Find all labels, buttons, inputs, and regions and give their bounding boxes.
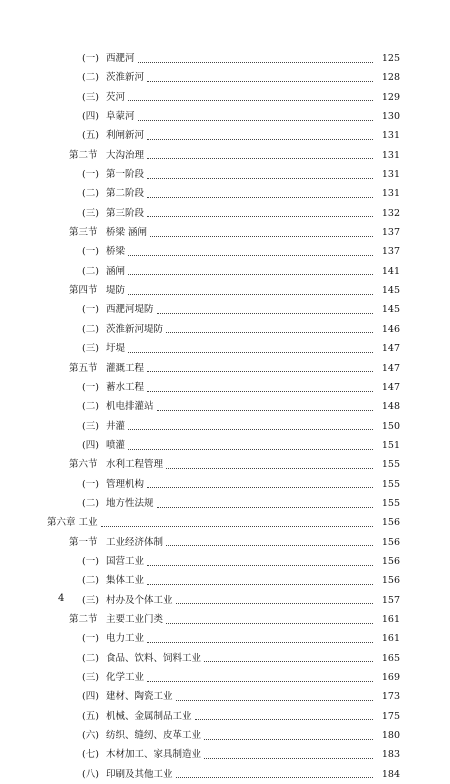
toc-entry-page-number: 155 — [381, 497, 400, 509]
toc-entry-page-number: 137 — [381, 227, 400, 239]
toc-entry-title-text: 桥梁 — [106, 242, 126, 261]
toc-entry-page-number: 147 — [381, 381, 400, 393]
toc-entry-marker: (三) — [82, 672, 99, 683]
toc-entry-title-text: 大沟治理 — [106, 146, 145, 165]
toc-entry-marker: (六) — [82, 730, 99, 742]
toc-entry-title — [106, 126, 375, 145]
toc-entry-marker: (二) — [82, 652, 99, 664]
toc-entry-marker: (二) — [82, 323, 99, 335]
toc-entry-page-number: 141 — [381, 265, 400, 277]
toc-entry — [0, 533, 450, 552]
toc-entry-marker: (八) — [82, 768, 99, 780]
toc-entry — [0, 88, 450, 107]
toc-entry-title — [106, 165, 375, 184]
dot-leader — [176, 602, 373, 604]
toc-entry-page-number: 148 — [381, 401, 400, 413]
dot-leader — [204, 660, 373, 662]
toc-entry — [0, 571, 450, 590]
dot-leader — [150, 235, 373, 237]
toc-entry — [0, 417, 450, 436]
toc-entry-marker: (三) — [82, 420, 99, 432]
toc-entry-marker: (五) — [82, 710, 99, 722]
toc-entry-title — [106, 49, 375, 68]
toc-entry-title — [106, 184, 375, 203]
dot-leader — [204, 757, 373, 759]
toc-entry-page-number: 155 — [381, 478, 400, 490]
toc-entry-page-number: 155 — [381, 459, 400, 471]
toc-entry-title-text: 桥梁 涵闸 — [106, 223, 148, 242]
toc-entry-marker: (四) — [82, 111, 99, 123]
toc-entry-title — [106, 281, 375, 300]
dot-leader — [147, 680, 373, 682]
toc-entry-title — [106, 610, 375, 629]
toc-entry-title-text: 机电排灌站 — [106, 397, 155, 416]
toc-entry-page-number: 145 — [381, 304, 400, 316]
toc-entry-page-number: 183 — [381, 749, 400, 761]
toc-entry-title — [106, 687, 375, 706]
dot-leader — [138, 61, 373, 63]
toc-entry — [0, 223, 450, 242]
toc-entry-title-text: 圩堤 — [106, 339, 126, 358]
toc-entry-title — [106, 629, 375, 648]
toc-entry-title — [106, 242, 375, 261]
toc-entry-page-number: 165 — [381, 652, 400, 664]
toc-entry-title-text: 建材、陶瓷工业 — [106, 687, 174, 706]
toc-entry-marker: (七) — [82, 749, 99, 761]
dot-leader — [166, 622, 373, 624]
dot-leader — [157, 409, 373, 411]
toc-entry-title — [106, 359, 375, 378]
toc-entry-marker: (三) — [82, 343, 99, 355]
toc-entry-marker: (二) — [82, 575, 99, 587]
toc-entry-title — [106, 378, 375, 397]
dot-leader — [147, 215, 373, 217]
toc-entry-page-number: 130 — [381, 111, 400, 123]
toc-entry-title — [106, 417, 375, 436]
toc-entry — [0, 300, 450, 319]
toc-entry-title-text: 喷灌 — [106, 436, 126, 455]
dot-leader — [176, 699, 373, 701]
dot-leader — [128, 293, 373, 295]
toc-entry — [0, 204, 450, 223]
toc-entry-title — [106, 707, 375, 726]
toc-entry-title — [106, 88, 375, 107]
toc-entry — [0, 107, 450, 126]
toc-entry-page-number: 145 — [381, 285, 400, 297]
dot-leader — [166, 544, 373, 546]
toc-entry — [0, 339, 450, 358]
dot-leader — [157, 506, 373, 508]
toc-entry — [0, 359, 450, 378]
toc-entry-title-text: 第六章 工业 — [47, 513, 99, 532]
toc-entry-title-text: 水利工程管理 — [106, 455, 164, 474]
toc-entry — [0, 455, 450, 474]
toc-entry — [0, 494, 450, 513]
toc-entry-page-number: 169 — [381, 672, 400, 683]
toc-entry-title — [106, 436, 375, 455]
toc-entry-page-number: 147 — [381, 362, 400, 374]
dot-leader — [166, 331, 373, 333]
toc-entry-title — [106, 668, 375, 687]
toc-entry-title — [47, 513, 375, 532]
toc-entry — [0, 765, 450, 784]
toc-entry-marker: (三) — [82, 91, 99, 103]
toc-entry-marker: (五) — [82, 130, 99, 142]
toc-entry-page-number: 147 — [381, 343, 400, 355]
dot-leader — [147, 390, 373, 392]
toc-entry-page-number: 131 — [381, 130, 400, 142]
toc-entry-page-number: 131 — [381, 149, 400, 161]
toc-entry-title — [106, 146, 375, 165]
toc-entry-page-number: 125 — [381, 53, 400, 64]
toc-entry — [0, 591, 450, 610]
toc-entry-page-number: 156 — [381, 517, 400, 529]
toc-entry-page-number: 129 — [381, 91, 400, 103]
toc-entry-title — [106, 765, 375, 784]
dot-leader — [157, 312, 373, 314]
toc-entry-title — [106, 571, 375, 590]
toc-entry-title-text: 第三阶段 — [106, 204, 145, 223]
toc-entry-title-text: 第一阶段 — [106, 165, 145, 184]
dot-leader — [128, 428, 373, 430]
toc-entry — [0, 262, 450, 281]
dot-leader — [147, 157, 373, 159]
dot-leader — [147, 196, 373, 198]
toc-entry — [0, 745, 450, 764]
toc-entry-page-number: 131 — [381, 188, 400, 200]
dot-leader — [147, 564, 373, 566]
dot-leader — [166, 467, 373, 469]
toc-entry-title-text: 利闸新河 — [106, 126, 145, 145]
toc-entry — [0, 513, 450, 532]
toc-entry-title — [106, 262, 375, 281]
toc-entry — [0, 610, 450, 629]
toc-entry-page-number: 128 — [381, 72, 400, 84]
dot-leader — [128, 273, 373, 275]
toc-entry — [0, 629, 450, 648]
toc-entry-marker: 第一节 — [69, 536, 98, 548]
toc-entry — [0, 668, 450, 687]
dot-leader — [176, 776, 373, 778]
toc-entry-title-text: 西淝河堤防 — [106, 300, 155, 319]
toc-entry-page-number: 156 — [381, 536, 400, 548]
toc-entry-title-text: 涵闸 — [106, 262, 126, 281]
toc-entry-title — [106, 455, 375, 474]
toc-entry-title-text: 阜蒙河 — [106, 107, 136, 126]
toc-entry — [0, 436, 450, 455]
toc-entry-title-text: 电力工业 — [106, 629, 145, 648]
toc-entry-marker: (二) — [82, 188, 99, 200]
toc-entry-marker: 第四节 — [69, 285, 98, 297]
toc-entry-title — [106, 223, 375, 242]
toc-entry-marker: (一) — [82, 169, 99, 181]
dot-leader — [204, 738, 373, 740]
toc-entry-marker: (一) — [82, 246, 99, 258]
toc-entry-marker: 第二节 — [69, 613, 98, 625]
toc-entry-title — [106, 397, 375, 416]
toc-entry — [0, 242, 450, 261]
toc-entry — [0, 146, 450, 165]
toc-entry-marker: (二) — [82, 72, 99, 84]
toc-entry-title-text: 木材加工、家具制造业 — [106, 745, 202, 764]
toc-entry-title-text: 井灌 — [106, 417, 126, 436]
toc-entry-marker: 第六节 — [69, 459, 98, 471]
toc-entry-title-text: 西淝河 — [106, 49, 136, 68]
toc-entry-title — [106, 726, 375, 745]
dot-leader — [147, 138, 373, 140]
toc-entry-marker: (一) — [82, 478, 99, 490]
toc-entry-title — [106, 68, 375, 87]
toc-entry — [0, 707, 450, 726]
dot-leader — [147, 80, 373, 82]
page-number: 4 — [58, 593, 65, 604]
toc-entry-title — [106, 552, 375, 571]
dot-leader — [128, 448, 373, 450]
toc-entry-title — [106, 475, 375, 494]
toc-entry-title-text: 机械、金属制品工业 — [106, 707, 193, 726]
toc-entry-title-text: 地方性法规 — [106, 494, 155, 513]
toc-entry — [0, 49, 450, 68]
toc-entry-marker: 第五节 — [69, 362, 98, 374]
toc-entry — [0, 68, 450, 87]
toc-entry-page-number: 156 — [381, 555, 400, 567]
toc-entry-marker: (三) — [82, 207, 99, 219]
toc-entry-page-number: 137 — [381, 246, 400, 258]
toc-entry-title-text: 灌溉工程 — [106, 359, 145, 378]
toc-entry-title-text: 纺织、缝纫、皮革工业 — [106, 726, 202, 745]
toc-entry-title — [106, 649, 375, 668]
toc-entry-title-text: 堤防 — [106, 281, 126, 300]
toc-entry-title-text: 茨淮新河 — [106, 68, 145, 87]
toc-entry-page-number: 180 — [381, 730, 400, 742]
toc-entry-marker: (一) — [82, 53, 99, 64]
toc-entry-title-text: 国营工业 — [106, 552, 145, 571]
toc-entry-marker: (二) — [82, 401, 99, 413]
toc-entry-page-number: 161 — [381, 613, 400, 625]
toc-entry — [0, 165, 450, 184]
toc-entry-title-text: 芡河 — [106, 88, 126, 107]
toc-entry-title — [106, 591, 375, 610]
toc-entry — [0, 475, 450, 494]
toc-entry-title-text: 主要工业门类 — [106, 610, 164, 629]
toc-entry-page-number: 184 — [381, 768, 400, 780]
toc-entry-marker: (四) — [82, 691, 99, 703]
toc-entry-title — [106, 107, 375, 126]
toc-entry-marker: (三) — [82, 594, 99, 606]
dot-leader — [128, 351, 373, 353]
toc-entry-title-text: 村办及个体工业 — [106, 591, 174, 610]
toc-entry-title — [106, 204, 375, 223]
toc-entry-title-text: 集体工业 — [106, 571, 145, 590]
dot-leader — [147, 486, 373, 488]
toc-entry-page-number: 132 — [381, 207, 400, 219]
toc-entry-title-text: 第二阶段 — [106, 184, 145, 203]
toc-entry-title — [106, 320, 375, 339]
toc-entry-page-number: 157 — [381, 594, 400, 606]
dot-leader — [138, 119, 373, 121]
toc-entry — [0, 378, 450, 397]
toc-entry-page-number: 150 — [381, 420, 400, 432]
dot-leader — [101, 525, 373, 527]
toc-entry-title-text: 管理机构 — [106, 475, 145, 494]
toc-entry-page-number: 173 — [381, 691, 400, 703]
toc-entry-title-text: 工业经济体制 — [106, 533, 164, 552]
toc-entry-marker: (一) — [82, 555, 99, 567]
dot-leader — [147, 370, 373, 372]
toc-entry-title-text: 食品、饮料、饲料工业 — [106, 649, 202, 668]
toc-entry-title — [106, 533, 375, 552]
dot-leader — [128, 254, 373, 256]
toc-entry-marker: (四) — [82, 439, 99, 451]
toc-entry-title — [106, 339, 375, 358]
toc-entry-page-number: 156 — [381, 575, 400, 587]
toc-entry-title-text: 蓄水工程 — [106, 378, 145, 397]
toc-entry-marker: 第三节 — [69, 227, 98, 239]
toc-entry-marker: (一) — [82, 381, 99, 393]
table-of-contents — [0, 49, 450, 784]
dot-leader — [128, 99, 373, 101]
dot-leader — [195, 718, 373, 720]
toc-entry — [0, 281, 450, 300]
toc-entry — [0, 184, 450, 203]
toc-entry — [0, 126, 450, 145]
toc-entry-title-text: 印刷及其他工业 — [106, 765, 174, 784]
dot-leader — [147, 583, 373, 585]
dot-leader — [147, 641, 373, 643]
toc-entry — [0, 552, 450, 571]
toc-entry-title — [106, 745, 375, 764]
toc-entry-marker: (二) — [82, 265, 99, 277]
dot-leader — [147, 177, 373, 179]
toc-entry-page-number: 175 — [381, 710, 400, 722]
toc-entry-marker: 第二节 — [69, 149, 98, 161]
toc-entry-page-number: 131 — [381, 169, 400, 181]
toc-entry-marker: (二) — [82, 497, 99, 509]
toc-entry-marker: (一) — [82, 633, 99, 645]
toc-entry-page-number: 151 — [381, 439, 400, 451]
toc-entry — [0, 649, 450, 668]
toc-entry — [0, 320, 450, 339]
toc-entry — [0, 726, 450, 745]
toc-entry-page-number: 146 — [381, 323, 400, 335]
toc-entry-page-number: 161 — [381, 633, 400, 645]
toc-entry-title — [106, 300, 375, 319]
toc-entry-title-text: 化学工业 — [106, 668, 145, 687]
toc-entry-title — [106, 494, 375, 513]
toc-entry — [0, 397, 450, 416]
toc-entry-marker: (一) — [82, 304, 99, 316]
toc-entry-title-text: 茨淮新河堤防 — [106, 320, 164, 339]
toc-entry — [0, 687, 450, 706]
